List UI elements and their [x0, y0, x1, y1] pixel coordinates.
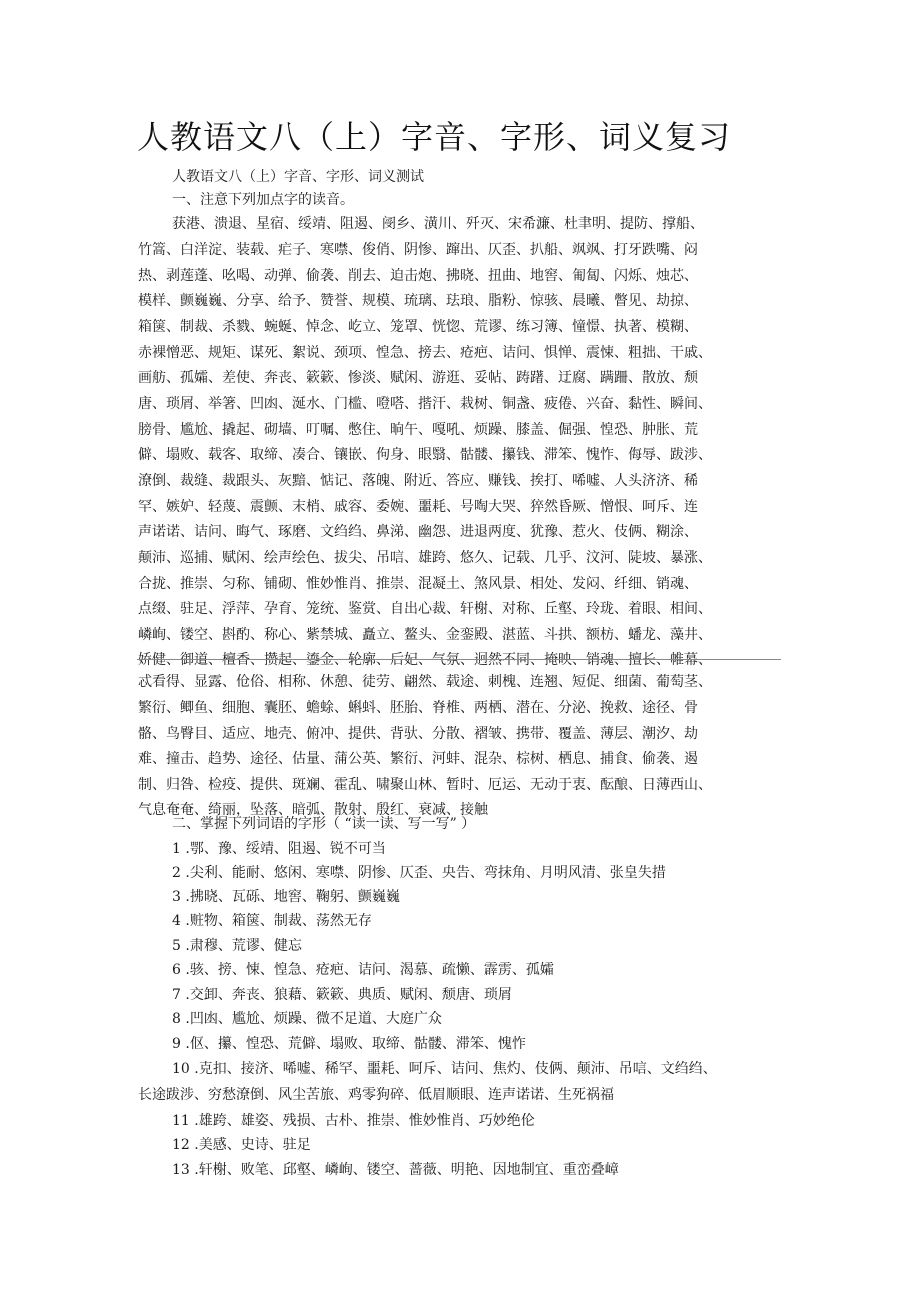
section1-line: 难、撞击、趋势、途径、估量、蒲公英、繁衍、河蚌、混杂、棕树、栖息、捕食、偷袭、遏 — [138, 751, 698, 767]
section2-item-continuation: 长途跋涉、穷愁潦倒、风尘苦旅、鸡零狗碎、低眉顺眼、连声诺诺、生死祸福 — [138, 1087, 614, 1103]
item-text: .伛、攥、惶恐、荒僻、塌败、取缔、骷髅、滞笨、愧怍 — [185, 1036, 526, 1052]
item-text: .赃物、箱箧、制裁、荡然无存 — [185, 913, 372, 929]
item-number: 2 — [172, 865, 181, 881]
section1-line: 箱箧、制裁、杀戮、蜿蜒、悼念、屹立、笼罩、恍惚、荒谬、练习簿、憧憬、执著、模糊、 — [138, 319, 698, 335]
section1-line: 膀骨、尴尬、撬起、砌墙、叮嘱、憋住、晌午、嘎吼、烦躁、膝盖、倔强、惶恐、肿胀、荒 — [138, 422, 698, 438]
section2-item — [172, 862, 666, 882]
section1-line: 颠沛、巡捕、赋闲、绘声绘色、拔尖、吊唁、雄跨、悠久、记载、几乎、汶河、陡坡、暴涨、 — [138, 550, 712, 566]
section1-line: 唐、琐屑、举箸、凹凼、涎水、门槛、噔嗒、揩汗、栽树、铜盏、疲倦、兴奋、黏性、瞬间、 — [138, 396, 712, 412]
item-text: .交卸、奔丧、狼藉、簌簌、典质、赋闲、颓唐、琐屑 — [185, 987, 512, 1003]
item-number: 1 — [172, 841, 181, 857]
section2-item — [172, 1058, 717, 1078]
item-number: 10 — [172, 1061, 190, 1077]
section1-line: 点缀、驻足、浮萍、孕育、笼统、鉴赏、自出心裁、轩榭、对称、丘壑、玲珑、着眼、相间、 — [138, 601, 712, 617]
item-text: .尖利、能耐、悠闲、寒噤、阴惨、仄歪、央告、弯抹角、月明风清、张皇失措 — [185, 865, 666, 881]
item-number: 6 — [172, 962, 181, 978]
item-number: 9 — [172, 1036, 181, 1052]
section1-line: 僻、塌败、载客、取缔、凑合、镶嵌、佝身、眼翳、骷髅、攥钱、滞笨、愧怍、侮辱、跋涉、 — [138, 447, 712, 463]
section2-item — [172, 1008, 442, 1028]
section2-item — [172, 935, 302, 955]
section1-line: 嶙峋、镂空、斟酌、称心、紫禁城、矗立、鳌头、金銮殿、湛蓝、斗拱、额枋、蟠龙、藻井、 — [138, 627, 712, 643]
item-number: 4 — [172, 913, 181, 929]
item-number: 13 — [172, 1162, 190, 1178]
item-text: .克扣、接济、唏嘘、稀罕、噩耗、呵斥、诘问、焦灼、伎俩、颠沛、吊唁、文绉绉、 — [194, 1061, 717, 1077]
section2-item — [172, 1134, 311, 1154]
item-text: .凹凼、尴尬、烦躁、微不足道、大庭广众 — [185, 1011, 442, 1027]
item-text: .拂晓、瓦砾、地窖、鞠躬、颤巍巍 — [185, 889, 400, 905]
section1-line: 娇健、御道、檀香、攒起、鎏金、轮廓、后妃、气氛、迥然不同、掩映、销魂、擅长、帷幕、 — [138, 652, 712, 668]
document-title: 人教语文八（上）字音、字形、词义复习 — [137, 118, 732, 156]
section2-item — [172, 1159, 619, 1179]
item-text: .雄跨、雄姿、残损、古朴、推崇、惟妙惟肖、巧妙绝伦 — [194, 1113, 535, 1129]
section1-line: 画舫、孤孀、差使、奔丧、簌簌、惨淡、赋闲、游逛、妥帖、踌躇、迂腐、蹒跚、散放、颓 — [138, 370, 698, 386]
page-divider — [137, 659, 781, 660]
section1-line: 声诺诺、诘问、晦气、琢磨、文绉绉、鼻涕、幽怨、进退两度、犹豫、惹火、伎俩、糊涂、 — [138, 524, 698, 540]
section1-line: 竹篙、白洋淀、装载、疟子、寒噤、俊俏、阴惨、蹿出、仄歪、扒船、飒飒、打牙跌嘴、闷 — [138, 242, 698, 258]
section1-line: 模样、颤巍巍、分享、给予、赞誉、规模、琉璃、珐琅、脂粉、惊骇、晨曦、瞥见、劫掠、 — [138, 293, 698, 309]
item-number: 8 — [172, 1011, 181, 1027]
section1-heading: 一、注意下列加点字的读音。 — [172, 192, 354, 208]
section1-line: 热、剥莲蓬、吆喝、动弹、偷袭、削去、迫击炮、拂晓、扭曲、地窖、匍匐、闪烁、烛芯、 — [138, 268, 698, 284]
item-number: 7 — [172, 987, 181, 1003]
item-text: .骇、搒、悚、惶急、疮疤、诘问、渴慕、疏懒、霹雳、孤孀 — [185, 962, 554, 978]
section1-line: 气息奄奄、绮丽，坠落、暗弧、散射、殷红、衰减、接触 — [138, 802, 488, 818]
item-number: 3 — [172, 889, 181, 905]
section1-line: 合拢、推崇、匀称、铺砌、惟妙惟肖、推崇、混凝土、煞风景、相处、发闷、纤细、销魂、 — [138, 576, 698, 592]
section2-item — [172, 959, 554, 979]
section1-line: 潦倒、裁缝、裁跟头、灰黯、惦记、落魄、附近、答应、赚钱、挨打、唏嘘、人头济济、稀 — [138, 473, 698, 489]
section2-item — [172, 1033, 526, 1053]
item-number: 12 — [172, 1137, 190, 1153]
section2-item — [172, 886, 400, 906]
document-subtitle: 人教语文八（上）字音、字形、词义测试 — [172, 169, 424, 185]
section1-line: 骼、鸟臀目、适应、地壳、俯冲、提供、背驮、分散、褶皱、携带、覆盖、薄层、潮汐、劫 — [138, 726, 698, 742]
section1-line: 获港、溃退、星宿、绥靖、阻遏、阌乡、潢川、歼灭、宋希濂、杜聿明、提防、撑船、 — [172, 216, 704, 232]
section1-line: 繁衍、鲫鱼、细胞、囊胚、蟾蜍、蝌蚪、胚胎、脊椎、两栖、潜在、分泌、挽救、途径、骨 — [138, 700, 698, 716]
section2-item — [172, 910, 372, 930]
section2-item — [172, 838, 386, 858]
section1-line: 赤裸憎恶、规矩、谋死、絮说、颈项、惶急、搒去、疮疤、诘问、惧惮、震悚、粗拙、干戚、 — [138, 345, 712, 361]
item-number: 11 — [172, 1113, 190, 1129]
section1-line: 忒看得、显露、伧俗、相称、休憩、徒劳、翩然、载途、刺槐、连翘、短促、细菌、葡萄茎、 — [138, 674, 712, 690]
section1-line: 罕、嫉妒、轻蔑、震颤、末梢、戚容、委婉、噩耗、号啕大哭、猝然昏厥、憎恨、呵斥、连 — [138, 499, 698, 515]
item-text: .轩榭、败笔、邱壑、嶙峋、镂空、蔷薇、明艳、因地制宜、重峦叠嶂 — [194, 1162, 619, 1178]
section2-item — [172, 1110, 535, 1130]
section2-item — [172, 984, 512, 1004]
item-text: .美感、史诗、驻足 — [194, 1137, 311, 1153]
item-text: .鄂、豫、绥靖、阻遏、锐不可当 — [185, 841, 386, 857]
item-text: .肃穆、荒谬、健忘 — [185, 938, 302, 954]
section2-heading: 二、掌握下列词语的字形（ “读一读、写一写” ） — [172, 816, 476, 832]
item-number: 5 — [172, 938, 181, 954]
section1-line: 制、归咎、检疫、提供、斑斓、霍乱、啸聚山林、暂时、厄运、无动于衷、酝酿、日薄西山、 — [138, 777, 712, 793]
